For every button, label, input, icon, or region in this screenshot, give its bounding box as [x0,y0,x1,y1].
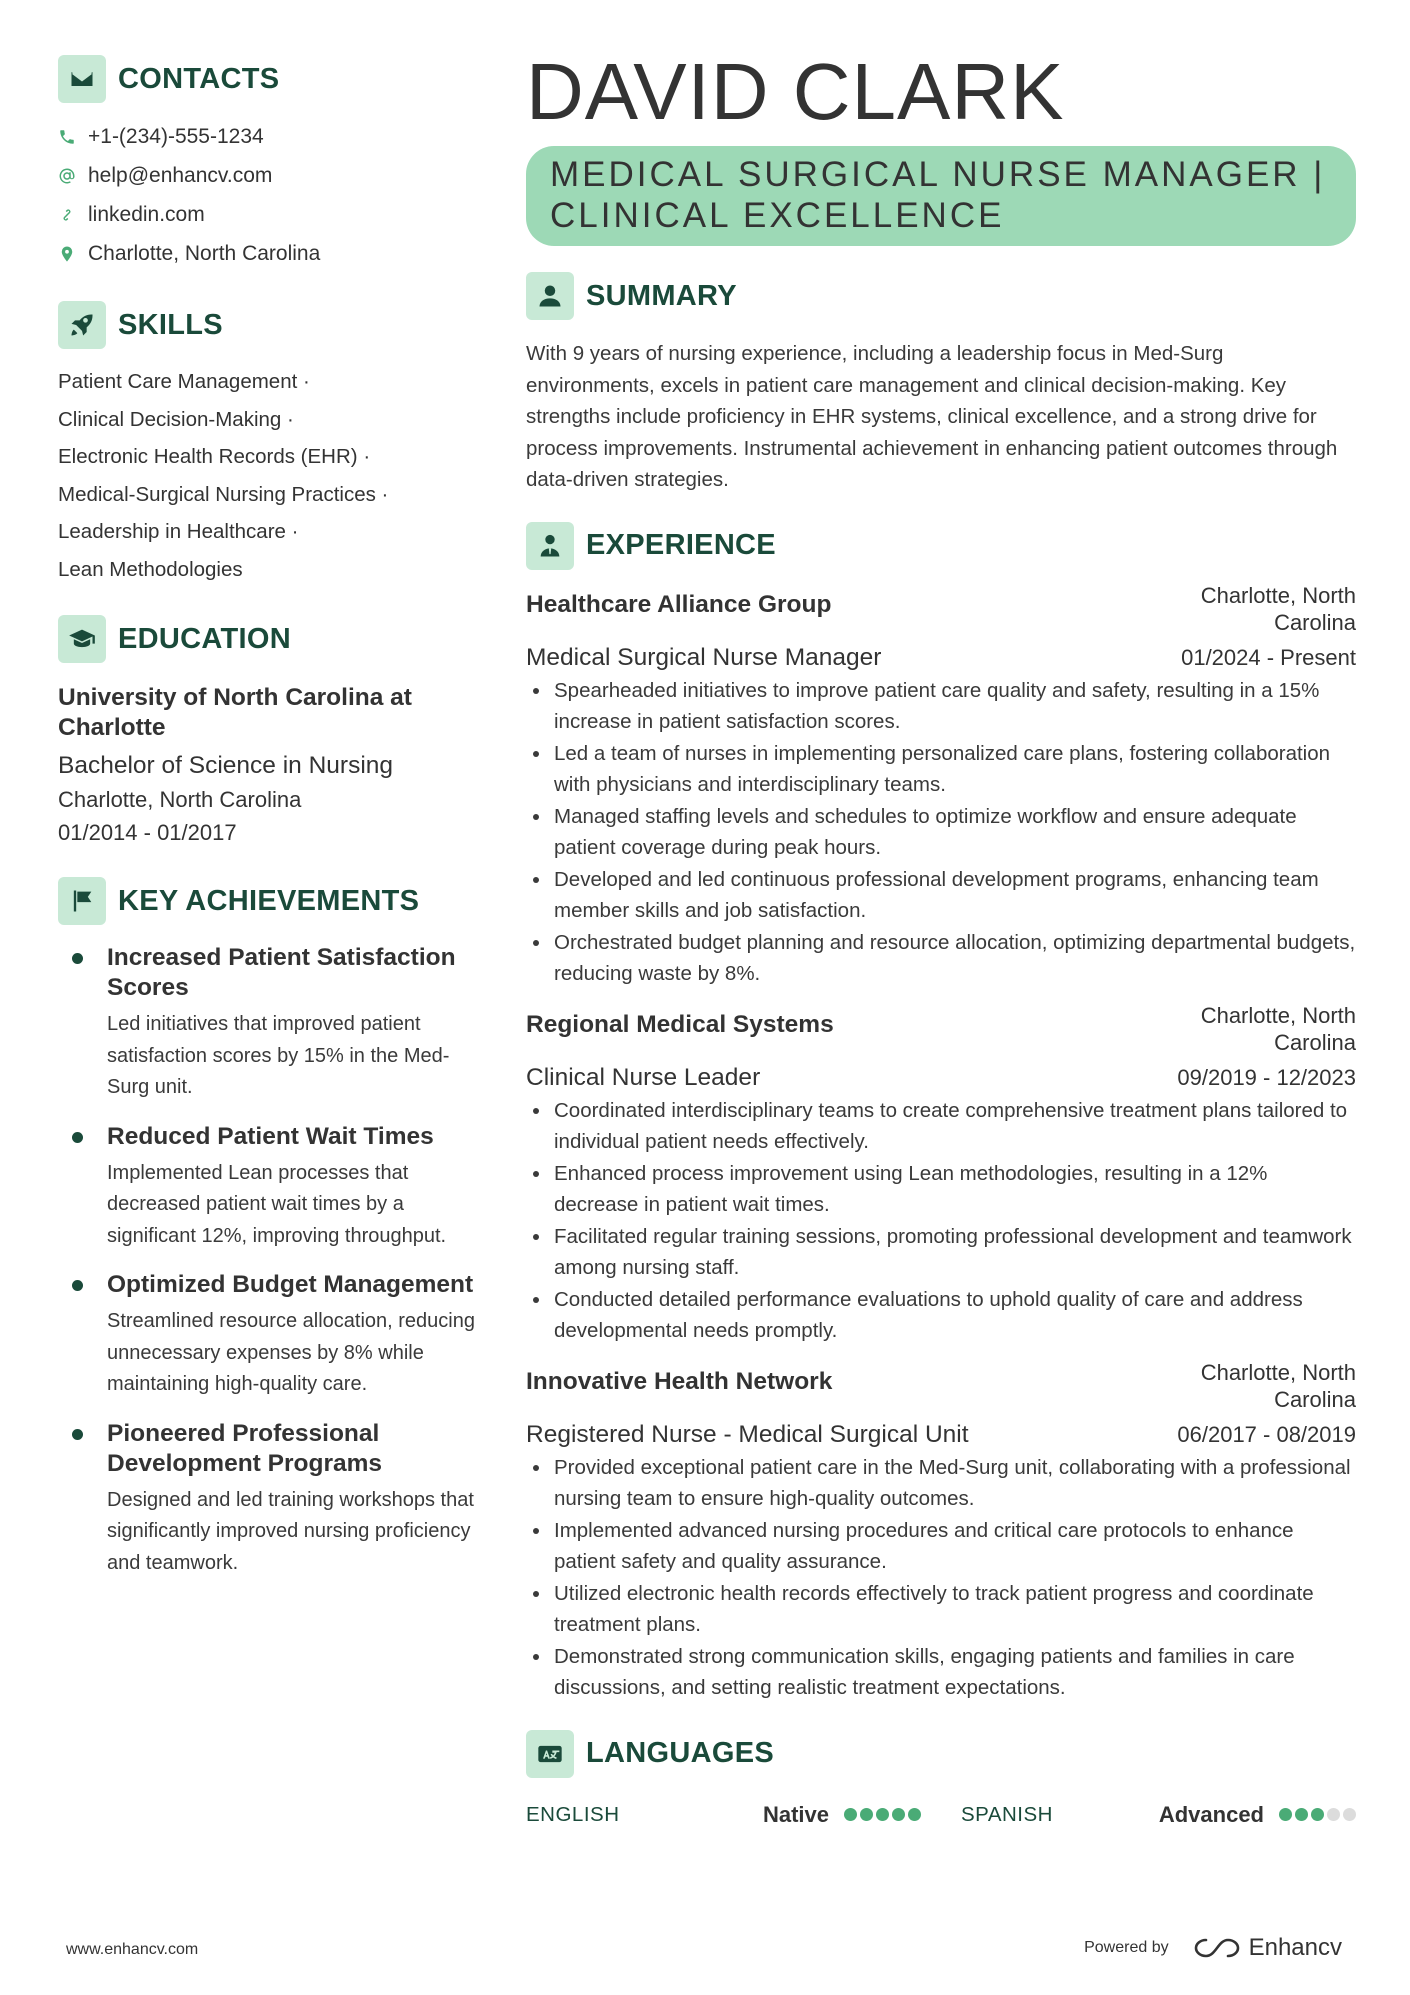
languages-heading [526,1730,1356,1778]
footer-website[interactable]: www.enhancv.com [66,1941,199,1958]
job-bullet: Managed staffing levels and schedules to optimize workflow and ensure adequate patient coverage during peak hours. [526,801,1356,864]
skill-item: Patient Care Management · [58,370,310,393]
envelope-icon [58,55,106,103]
headline-line: MEDICAL SURGICAL NURSE MANAGER | [550,155,1326,194]
edu-school-line: University of North Carolina at [58,684,412,711]
left-column [58,55,478,1579]
job-entry [526,1359,1356,1704]
education-entry [58,683,478,849]
contact-phone[interactable] [58,117,478,156]
rating-pip-empty [1327,1808,1340,1821]
brand-name: Enhancv [1248,1934,1342,1961]
rating-pip-filled [908,1808,921,1821]
job-dates: 06/2017 - 08/2019 [1177,1421,1356,1447]
job-role: Clinical Nurse Leader [526,1063,761,1091]
location-text: Charlotte, North Carolina [88,241,321,265]
achievement-title: Pioneered Professional Development Programs [107,1419,383,1477]
achievement-title: Optimized Budget Management [107,1271,474,1298]
phone-icon [58,127,76,147]
skill-item: Lean Methodologies [58,557,243,581]
enhancv-logo-icon [1193,1935,1241,1961]
rating-pip-filled [1311,1808,1324,1821]
language-name: ENGLISH [526,1802,620,1826]
contacts-heading [58,55,478,103]
rating-pip-filled [844,1808,857,1821]
achievement-desc: Implemented Lean processes that decreased patient wait times by a significant 12%, improving throughput. [107,1161,447,1247]
job-bullet: Spearheaded initiatives to improve patient care quality and safety, resulting in a 15% increase in patient satisfaction scores. [526,675,1356,738]
achievement-item [58,1122,478,1253]
job-location [1156,1002,1356,1056]
skill-item: Clinical Decision-Making · [58,407,294,431]
language-level: Advanced [1158,1801,1264,1827]
job-location-line: Carolina [1274,1386,1356,1412]
language-rating [841,1808,921,1821]
job-bullets [526,1095,1356,1347]
at-sign-icon [58,166,76,186]
job-location-line: Carolina [1274,1029,1356,1055]
education-heading [58,615,478,663]
achievement-item [58,1419,478,1580]
section-title: LANGUAGES [586,1737,774,1769]
rating-pip-filled [860,1808,873,1821]
footer-branding[interactable] [1084,1934,1342,1962]
skills-list [58,363,478,588]
achievement-desc: Designed and led training workshops that significantly improved nursing proficiency and teamwork. [107,1488,474,1574]
achievement-item [58,1270,478,1401]
section-title: EXPERIENCE [586,529,776,561]
contact-email[interactable] [58,156,478,195]
job-bullet: Demonstrated strong communication skills, engaging patients and families in care discussions, and setting realistic treatment expectations. [526,1641,1356,1704]
map-pin-icon [58,244,76,264]
edu-school [58,683,478,743]
job-dates: 09/2019 - 12/2023 [1177,1064,1356,1090]
link-icon [58,205,76,225]
rocket-icon [58,301,106,349]
flag-icon [58,877,106,925]
rating-pip-empty [1343,1808,1356,1821]
briefcase-user-icon [526,522,574,570]
summary-heading [526,272,1356,320]
job-bullet: Implemented advanced nursing procedures and critical care protocols to enhance patient safety and quality assurance. [526,1515,1356,1578]
job-bullets [526,675,1356,990]
job-location [1156,1359,1356,1413]
job-location [1156,582,1356,636]
job-bullet: Developed and led continuous professional development programs, enhancing team member skills and job satisfaction. [526,864,1356,927]
contact-linkedin[interactable] [58,195,478,234]
language-name: SPANISH [961,1802,1053,1826]
language-rating [1276,1808,1356,1821]
translate-icon [526,1730,574,1778]
bullet-dot [72,1429,83,1440]
achievement-item [58,943,478,1104]
summary-text: With 9 years of nursing experience, including a leadership focus in Med-Surg environments, excels in patient care management and clinical decision-making. Key strengths include proficiency in EHR systems, clinical excellence, and a strong drive for process improvements. Instrumental achievement in enhancing patient outcomes through data-driven strategies. [526,342,1338,491]
headline-line: CLINICAL EXCELLENCE [550,196,1005,235]
edu-school-line: Charlotte [58,714,166,741]
phone-text: +1-(234)-555-1234 [88,124,264,148]
job-bullets [526,1452,1356,1704]
language-level: Native [762,1801,829,1827]
achievement-title: Reduced Patient Wait Times [107,1122,434,1150]
job-bullet: Conducted detailed performance evaluations to uphold quality of care and address developmental needs promptly. [526,1284,1356,1347]
section-title: CONTACTS [118,62,280,95]
job-bullet: Facilitated regular training sessions, promoting professional development and teamwork among nursing staff. [526,1221,1356,1284]
achievement-title: Increased Patient Satisfaction Scores [107,944,456,1001]
job-bullet: Orchestrated budget planning and resource allocation, optimizing departmental budgets, reducing waste by 8%. [526,927,1356,990]
email-text: help@enhancv.com [88,163,273,187]
job-location-line: Charlotte, North [1200,582,1356,608]
job-bullet: Utilized electronic health records effectively to track patient progress and coordinate treatment plans. [526,1578,1356,1641]
job-bullet: Led a team of nurses in implementing personalized care plans, fostering collaboration with physicians and interdisciplinary teams. [526,738,1356,801]
headline-banner [526,146,1356,246]
user-icon [526,272,574,320]
contact-location [58,234,478,273]
achievements-heading [58,877,478,925]
job-company: Healthcare Alliance Group [526,590,832,618]
job-location-line: Charlotte, North [1200,1359,1356,1385]
edu-degree: Bachelor of Science in Nursing [58,752,394,779]
skills-heading [58,301,478,349]
section-title: SUMMARY [586,279,737,312]
achievements-list [58,943,478,1579]
job-bullet: Provided exceptional patient care in the Med-Surg unit, collaborating with a professional nursing team to ensure high-quality outcomes. [526,1452,1356,1515]
job-location-line: Charlotte, North [1200,1002,1356,1028]
bullet-dot [72,1280,83,1291]
job-entry [526,1002,1356,1347]
job-bullet: Enhanced process improvement using Lean methodologies, resulting in a 12% decrease in patient wait times. [526,1158,1356,1221]
right-column [526,48,1356,1830]
contacts-list [58,117,478,273]
language-item [526,1802,921,1828]
candidate-name: DAVID CLARK [526,47,1065,136]
skill-item: Electronic Health Records (EHR) · [58,445,371,468]
section-title: EDUCATION [118,622,291,655]
skill-item: Medical-Surgical Nursing Practices · [58,482,389,506]
job-entry [526,582,1356,990]
achievement-desc: Streamlined resource allocation, reducing unnecessary expenses by 8% while maintaining high-quality care. [107,1310,475,1395]
bullet-dot [72,1132,83,1143]
powered-by-text: Powered by [1084,1939,1169,1956]
skill-item: Leadership in Healthcare · [58,520,299,543]
rating-pip-filled [1279,1808,1292,1821]
languages-row [526,1800,1356,1830]
experience-heading [526,522,1356,570]
job-location-line: Carolina [1274,609,1356,635]
brand-logo [1193,1934,1342,1962]
rating-pip-filled [1295,1808,1308,1821]
achievement-desc: Led initiatives that improved patient satisfaction scores by 15% in the Med-Surg unit. [107,1013,450,1098]
edu-dates: 01/2014 - 01/2017 [58,820,237,845]
language-item [961,1802,1356,1828]
job-company: Regional Medical Systems [526,1010,834,1038]
job-bullet: Coordinated interdisciplinary teams to create comprehensive treatment plans tailored to individual patient needs effectively. [526,1095,1356,1158]
bullet-dot [72,953,83,964]
section-title: SKILLS [118,308,223,341]
job-company: Innovative Health Network [526,1367,833,1395]
rating-pip-filled [892,1808,905,1821]
section-title: KEY ACHIEVEMENTS [118,884,420,917]
job-role: Medical Surgical Nurse Manager [526,643,882,671]
graduation-cap-icon [58,615,106,663]
edu-location: Charlotte, North Carolina [58,787,302,812]
job-role: Registered Nurse - Medical Surgical Unit [526,1420,969,1448]
linkedin-text: linkedin.com [88,202,205,226]
job-dates: 01/2024 - Present [1181,644,1356,670]
rating-pip-filled [876,1808,889,1821]
